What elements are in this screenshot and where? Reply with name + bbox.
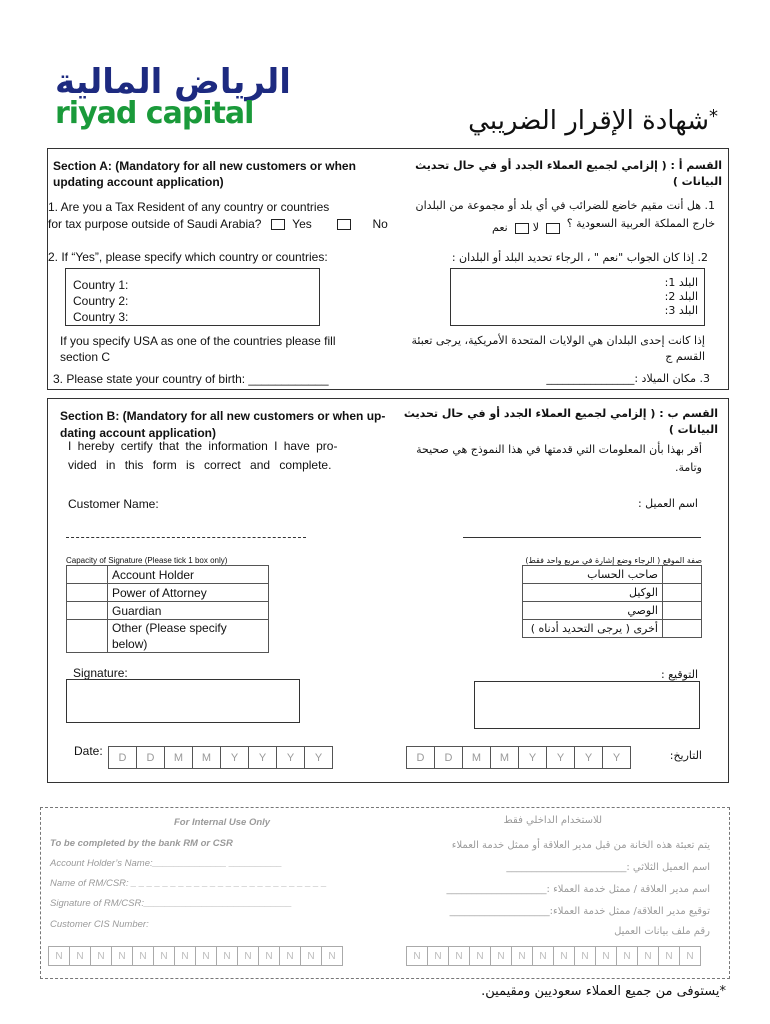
q1-label: 1. Are you a Tax Resident of any country or countries xyxy=(48,200,330,214)
q1-no-label: No xyxy=(372,217,388,231)
date-input[interactable] xyxy=(108,746,332,769)
capacity-option-ar: صاحب الحساب xyxy=(523,566,663,584)
date-digit[interactable]: Y xyxy=(276,746,305,769)
section-b-heading-ar: القسم ب : ( إلزامي لجميع العملاء الجدد أو في حال تحديث البيانات ) xyxy=(403,407,718,436)
q2-label: 2. If “Yes”, please specify which country or countries: xyxy=(48,250,328,264)
cis-number-label-ar: رقم ملف بيانات العميل xyxy=(614,926,710,937)
cis-digit[interactable]: N xyxy=(321,946,343,966)
date-digit-ar[interactable]: M xyxy=(490,746,519,769)
date-digit-ar[interactable]: Y xyxy=(602,746,631,769)
capacity-label: Capacity of Signature (Please tick 1 box only) xyxy=(66,556,228,565)
date-digit-ar[interactable]: D xyxy=(406,746,435,769)
signature-box[interactable] xyxy=(66,679,300,723)
holder-name-field[interactable]: Account Holder’s Name:______________ __________ xyxy=(50,858,283,869)
capacity-checkbox[interactable] xyxy=(67,566,108,584)
customer-name-label-ar: اسم العميل : xyxy=(637,497,698,510)
capacity-option: Guardian xyxy=(108,602,269,620)
section-a-heading: Section A: (Mandatory for all new customers or when updating account application) xyxy=(53,159,356,189)
q1-ar-options xyxy=(478,220,578,236)
capacity-row[interactable] xyxy=(67,584,269,602)
capacity-row[interactable] xyxy=(67,620,269,653)
q1-no-checkbox[interactable] xyxy=(337,219,351,230)
date-digit[interactable]: D xyxy=(136,746,165,769)
usa-note-ar: إذا كانت إحدى البلدان هي الولايات المتحدة الأمريكية، يرجى تعبئة القسم ج xyxy=(411,334,705,363)
capacity-table xyxy=(66,565,269,653)
country-2: Country 2: xyxy=(73,294,129,308)
cis-digit[interactable]: N xyxy=(595,946,617,966)
cis-digit[interactable]: N xyxy=(574,946,596,966)
q3-label-ar: 3. مكان الميلاد :________________ xyxy=(546,372,710,385)
q1-text: for tax purpose outside of Saudi Arabia? xyxy=(48,217,262,231)
capacity-table-ar xyxy=(522,565,702,638)
logo-english: riyad capital xyxy=(55,96,254,131)
date-digit[interactable]: M xyxy=(192,746,221,769)
capacity-option: Other (Please specify below) xyxy=(108,620,269,653)
certify-text-ar: أقر بهذا بأن المعلومات التي قدمتها في هذا النموذج هي صحيحة xyxy=(416,443,702,456)
date-label-ar: التاريخ: xyxy=(669,749,702,762)
capacity-row-ar[interactable] xyxy=(523,584,702,602)
date-digit-ar[interactable]: D xyxy=(434,746,463,769)
capacity-option: Account Holder xyxy=(108,566,269,584)
q1-ar-no: لا xyxy=(532,221,539,234)
date-digit[interactable]: Y xyxy=(304,746,333,769)
cis-digit[interactable]: N xyxy=(279,946,301,966)
cis-digit[interactable]: N xyxy=(616,946,638,966)
cis-digit[interactable]: N xyxy=(511,946,533,966)
customer-name-label: Customer Name: xyxy=(68,497,159,511)
capacity-checkbox-ar[interactable] xyxy=(663,620,702,638)
cis-digit[interactable]: N xyxy=(637,946,659,966)
date-digit[interactable]: Y xyxy=(220,746,249,769)
cis-digit[interactable]: N xyxy=(553,946,575,966)
country-ar-1: البلد 1: xyxy=(664,276,698,289)
rm-name-field[interactable]: Name of RM/CSR: _ _ _ _ _ _ _ _ _ _ _ _ _ _ _ _ _ _ _ _ _ _ _ _ _ xyxy=(50,878,327,889)
cis-digit[interactable]: N xyxy=(658,946,680,966)
internal-title: For Internal Use Only xyxy=(174,817,271,828)
rm-name-field-ar[interactable]: اسم مدير العلاقة / ممثل خدمة العملاء :____________________ xyxy=(446,884,710,895)
capacity-checkbox[interactable] xyxy=(67,584,108,602)
capacity-row[interactable] xyxy=(67,602,269,620)
title-star: * xyxy=(709,106,718,127)
date-digit-ar[interactable]: M xyxy=(462,746,491,769)
certify-text-ar-line2: وتامة. xyxy=(674,461,702,474)
capacity-option-ar: أخرى ( يرجى التحديد أدناه ) xyxy=(523,620,663,638)
cis-digit[interactable]: N xyxy=(111,946,133,966)
usa-note: If you specify USA as one of the countries please fill xyxy=(60,334,336,348)
cis-digit[interactable]: N xyxy=(48,946,70,966)
date-input-ar[interactable] xyxy=(406,746,630,769)
country-3: Country 3: xyxy=(73,310,129,324)
cis-digit[interactable]: N xyxy=(490,946,512,966)
title-text: شهادة الإقرار الضريبي xyxy=(468,106,709,136)
date-digit-ar[interactable]: Y xyxy=(574,746,603,769)
q1-ar-yes: نعم xyxy=(492,221,508,234)
date-digit[interactable]: D xyxy=(108,746,137,769)
logo-arabic: الرياض المالية xyxy=(55,62,291,102)
signature-box-ar[interactable] xyxy=(474,681,700,729)
cis-number-label: Customer CIS Number: xyxy=(50,919,149,930)
cis-digit[interactable]: N xyxy=(195,946,217,966)
customer-name-line[interactable] xyxy=(66,537,306,538)
cis-digit[interactable]: N xyxy=(237,946,259,966)
q1-label-line2 xyxy=(48,216,388,232)
q3-label: 3. Please state your country of birth: ____________ xyxy=(53,372,329,386)
q1-yes-label: Yes xyxy=(292,217,312,231)
cis-digit[interactable]: N xyxy=(174,946,196,966)
cis-digit[interactable]: N xyxy=(532,946,554,966)
form-title xyxy=(468,106,718,136)
cis-digit[interactable]: N xyxy=(132,946,154,966)
capacity-label-ar: صفة الموقع ( الرجاء وضع إشارة في مربع واحد فقط) xyxy=(525,556,702,565)
cis-digit[interactable]: N xyxy=(679,946,701,966)
cis-digit[interactable]: N xyxy=(216,946,238,966)
q1-label-ar: 1. هل أنت مقيم خاضع للضرائب في أي بلد أو مجموعة من البلدان xyxy=(415,199,715,212)
certify-text-line2: vided in this form is correct and complete. xyxy=(68,458,332,472)
footer-note: *يستوفى من جميع العملاء سعوديين ومقيمين. xyxy=(481,984,726,999)
q2-label-ar: 2. إذا كان الجواب "نعم " ، الرجاء تحديد البلد أو البلدان : xyxy=(451,251,708,264)
internal-complete-ar: يتم تعبئة هذه الخانة من قبل مدير العلاقة أو ممثل خدمة العملاء xyxy=(451,840,710,851)
cis-digit[interactable]: N xyxy=(427,946,449,966)
signature-label: Signature: xyxy=(73,666,128,680)
capacity-checkbox[interactable] xyxy=(67,602,108,620)
capacity-row-ar[interactable] xyxy=(523,620,702,638)
holder-name-field-ar[interactable]: اسم العميل الثلاثي :________________________ xyxy=(506,862,710,873)
country-ar-2: البلد 2: xyxy=(664,290,698,303)
cis-digit[interactable]: N xyxy=(69,946,91,966)
q1-ar-yes-checkbox[interactable] xyxy=(546,223,560,234)
capacity-option-ar: الوصي xyxy=(523,602,663,620)
q1-yes-checkbox[interactable] xyxy=(271,219,285,230)
cis-digit[interactable]: N xyxy=(448,946,470,966)
section-b-heading-line2: dating account application) xyxy=(60,426,217,440)
certify-text: I hereby certify that the information I have pro- xyxy=(68,439,338,453)
section-a-heading-ar: القسم أ : ( إلزامي لجميع العملاء الجدد أو في حال تحديث البيانات ) xyxy=(415,159,722,188)
customer-name-line-ar[interactable] xyxy=(463,537,701,538)
cis-digit[interactable]: N xyxy=(258,946,280,966)
cis-digit[interactable]: N xyxy=(469,946,491,966)
signature-label-ar: التوقيع : xyxy=(660,668,698,681)
capacity-checkbox-ar[interactable] xyxy=(663,566,702,584)
country-ar-3: البلد 3: xyxy=(664,304,698,317)
capacity-row-ar[interactable] xyxy=(523,566,702,584)
q1-ar-no-checkbox[interactable] xyxy=(515,223,529,234)
cis-number-input[interactable] xyxy=(48,946,342,966)
cis-digit[interactable]: N xyxy=(153,946,175,966)
cis-digit[interactable]: N xyxy=(406,946,428,966)
date-digit-ar[interactable]: Y xyxy=(546,746,575,769)
country-1: Country 1: xyxy=(73,278,129,292)
date-digit-ar[interactable]: Y xyxy=(518,746,547,769)
cis-number-input-ar[interactable] xyxy=(406,946,700,966)
internal-complete: To be completed by the bank RM or CSR xyxy=(50,838,233,849)
capacity-row-ar[interactable] xyxy=(523,602,702,620)
date-digit[interactable]: Y xyxy=(248,746,277,769)
date-digit[interactable]: M xyxy=(164,746,193,769)
rm-signature-field-ar[interactable]: توقيع مدير العلاقة/ ممثل خدمة العملاء:____________________ xyxy=(449,906,710,917)
capacity-checkbox-ar[interactable] xyxy=(663,584,702,602)
cis-digit[interactable]: N xyxy=(300,946,322,966)
date-label: Date: xyxy=(74,744,103,758)
q1-ar-text: خارج المملكة العربية السعودية ؟ xyxy=(566,217,715,230)
usa-note-line2: section C xyxy=(60,350,111,364)
capacity-checkbox[interactable] xyxy=(67,620,108,653)
rm-signature-field[interactable]: Signature of RM/CSR:____________________________ xyxy=(50,898,292,909)
capacity-option: Power of Attorney xyxy=(108,584,269,602)
capacity-checkbox-ar[interactable] xyxy=(663,602,702,620)
capacity-row[interactable] xyxy=(67,566,269,584)
capacity-option-ar: الوكيل xyxy=(523,584,663,602)
cis-digit[interactable]: N xyxy=(90,946,112,966)
section-b-heading: Section B: (Mandatory for all new customers or when up- xyxy=(60,409,386,423)
internal-title-ar: للاستخدام الداخلي فقط xyxy=(503,815,602,826)
